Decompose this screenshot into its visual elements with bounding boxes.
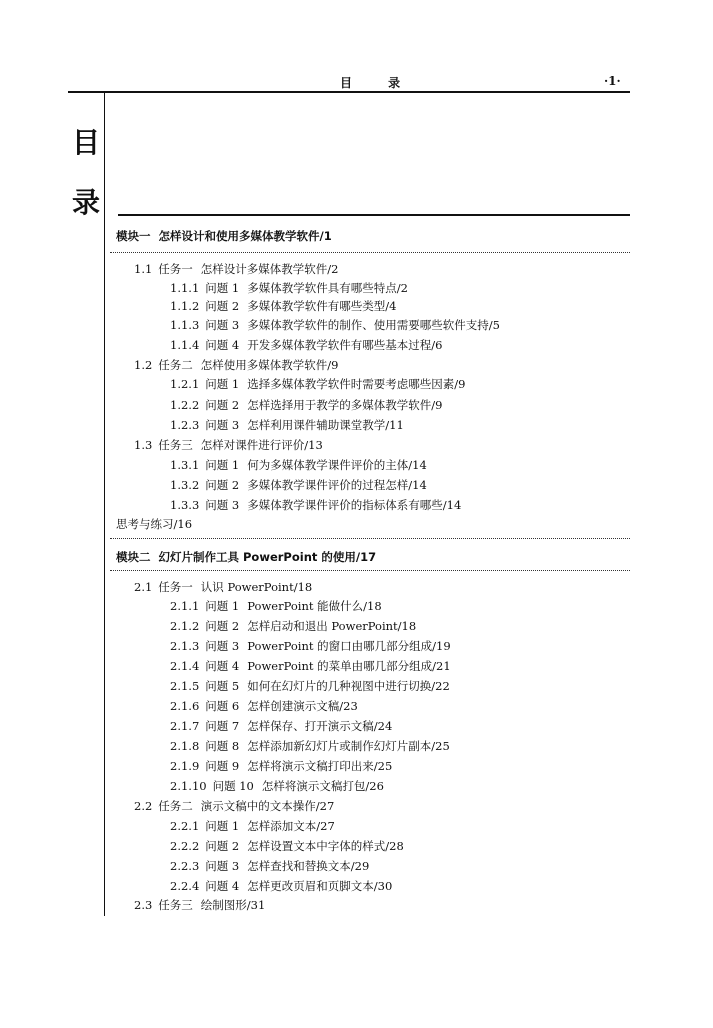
toc-question[interactable]: 2.1.4 问题 4 PowerPoint 的菜单由哪几部分组成/21 (170, 659, 451, 673)
toc-question[interactable]: 1.1.3 问题 3 多媒体教学软件的制作、使用需要哪些软件支持/5 (170, 318, 500, 332)
toc-task[interactable]: 1.1 任务一 怎样设计多媒体教学软件/2 (134, 262, 339, 276)
toc-question[interactable]: 2.1.10 问题 10 怎样将演示文稿打包/26 (170, 779, 384, 793)
header-rule (68, 91, 630, 93)
section-rule (118, 214, 630, 216)
toc-question[interactable]: 2.1.7 问题 7 怎样保存、打开演示文稿/24 (170, 719, 393, 733)
toc-question[interactable]: 1.3.3 问题 3 多媒体教学课件评价的指标体系有哪些/14 (170, 498, 462, 512)
toc-question[interactable]: 2.2.3 问题 3 怎样查找和替换文本/29 (170, 859, 370, 873)
toc-question[interactable]: 2.2.1 问题 1 怎样添加文本/27 (170, 819, 335, 833)
toc-exercises[interactable]: 思考与练习/16 (116, 517, 193, 531)
toc-task[interactable]: 2.2 任务二 演示文稿中的文本操作/27 (134, 799, 335, 813)
toc-question[interactable]: 1.1.2 问题 2 多媒体教学软件有哪些类型/4 (170, 299, 397, 313)
toc-question[interactable]: 1.2.1 问题 1 选择多媒体教学软件时需要考虑哪些因素/9 (170, 377, 466, 391)
toc-question[interactable]: 1.3.2 问题 2 多媒体教学课件评价的过程怎样/14 (170, 478, 427, 492)
toc-question[interactable]: 1.2.2 问题 2 怎样选择用于教学的多媒体教学软件/9 (170, 398, 443, 412)
toc-question[interactable]: 2.1.9 问题 9 怎样将演示文稿打印出来/25 (170, 759, 393, 773)
toc-question[interactable]: 2.1.5 问题 5 如何在幻灯片的几种视图中进行切换/22 (170, 679, 450, 693)
toc-question[interactable]: 2.1.8 问题 8 怎样添加新幻灯片或制作幻灯片副本/25 (170, 739, 450, 753)
toc-module-heading[interactable]: 模块二 幻灯片制作工具 PowerPoint 的使用/17 (116, 550, 377, 564)
left-vertical-rule (104, 91, 105, 916)
toc-task[interactable]: 2.1 任务一 认识 PowerPoint/18 (134, 580, 313, 594)
toc-task[interactable]: 1.2 任务二 怎样使用多媒体教学软件/9 (134, 358, 339, 372)
toc-question[interactable]: 1.3.1 问题 1 何为多媒体教学课件评价的主体/14 (170, 458, 427, 472)
dotted-divider-3 (110, 570, 630, 571)
page-header-title: 目 录 (340, 76, 417, 90)
toc-question[interactable]: 1.1.4 问题 4 开发多媒体教学软件有哪些基本过程/6 (170, 338, 443, 352)
toc-task[interactable]: 2.3 任务三 绘制图形/31 (134, 898, 266, 912)
toc-question[interactable]: 1.1.1 问题 1 多媒体教学软件具有哪些特点/2 (170, 281, 408, 295)
side-title-char-2: 录 (72, 186, 101, 219)
toc-module-heading[interactable]: 模块一 怎样设计和使用多媒体教学软件/1 (116, 229, 332, 243)
toc-question[interactable]: 2.1.2 问题 2 怎样启动和退出 PowerPoint/18 (170, 619, 417, 633)
toc-question[interactable]: 2.1.3 问题 3 PowerPoint 的窗口由哪几部分组成/19 (170, 639, 451, 653)
toc-question[interactable]: 2.2.4 问题 4 怎样更改页眉和页脚文本/30 (170, 879, 393, 893)
toc-question[interactable]: 1.2.3 问题 3 怎样利用课件辅助课堂教学/11 (170, 418, 404, 432)
side-title-char-1: 目 (72, 126, 101, 159)
dotted-divider-2 (110, 538, 630, 539)
toc-question[interactable]: 2.1.1 问题 1 PowerPoint 能做什么/18 (170, 599, 382, 613)
page-number: ·1· (604, 74, 621, 88)
toc-task[interactable]: 1.3 任务三 怎样对课件进行评价/13 (134, 438, 323, 452)
dotted-divider-1 (110, 252, 630, 253)
toc-question[interactable]: 2.1.6 问题 6 怎样创建演示文稿/23 (170, 699, 358, 713)
toc-question[interactable]: 2.2.2 问题 2 怎样设置文本中字体的样式/28 (170, 839, 404, 853)
